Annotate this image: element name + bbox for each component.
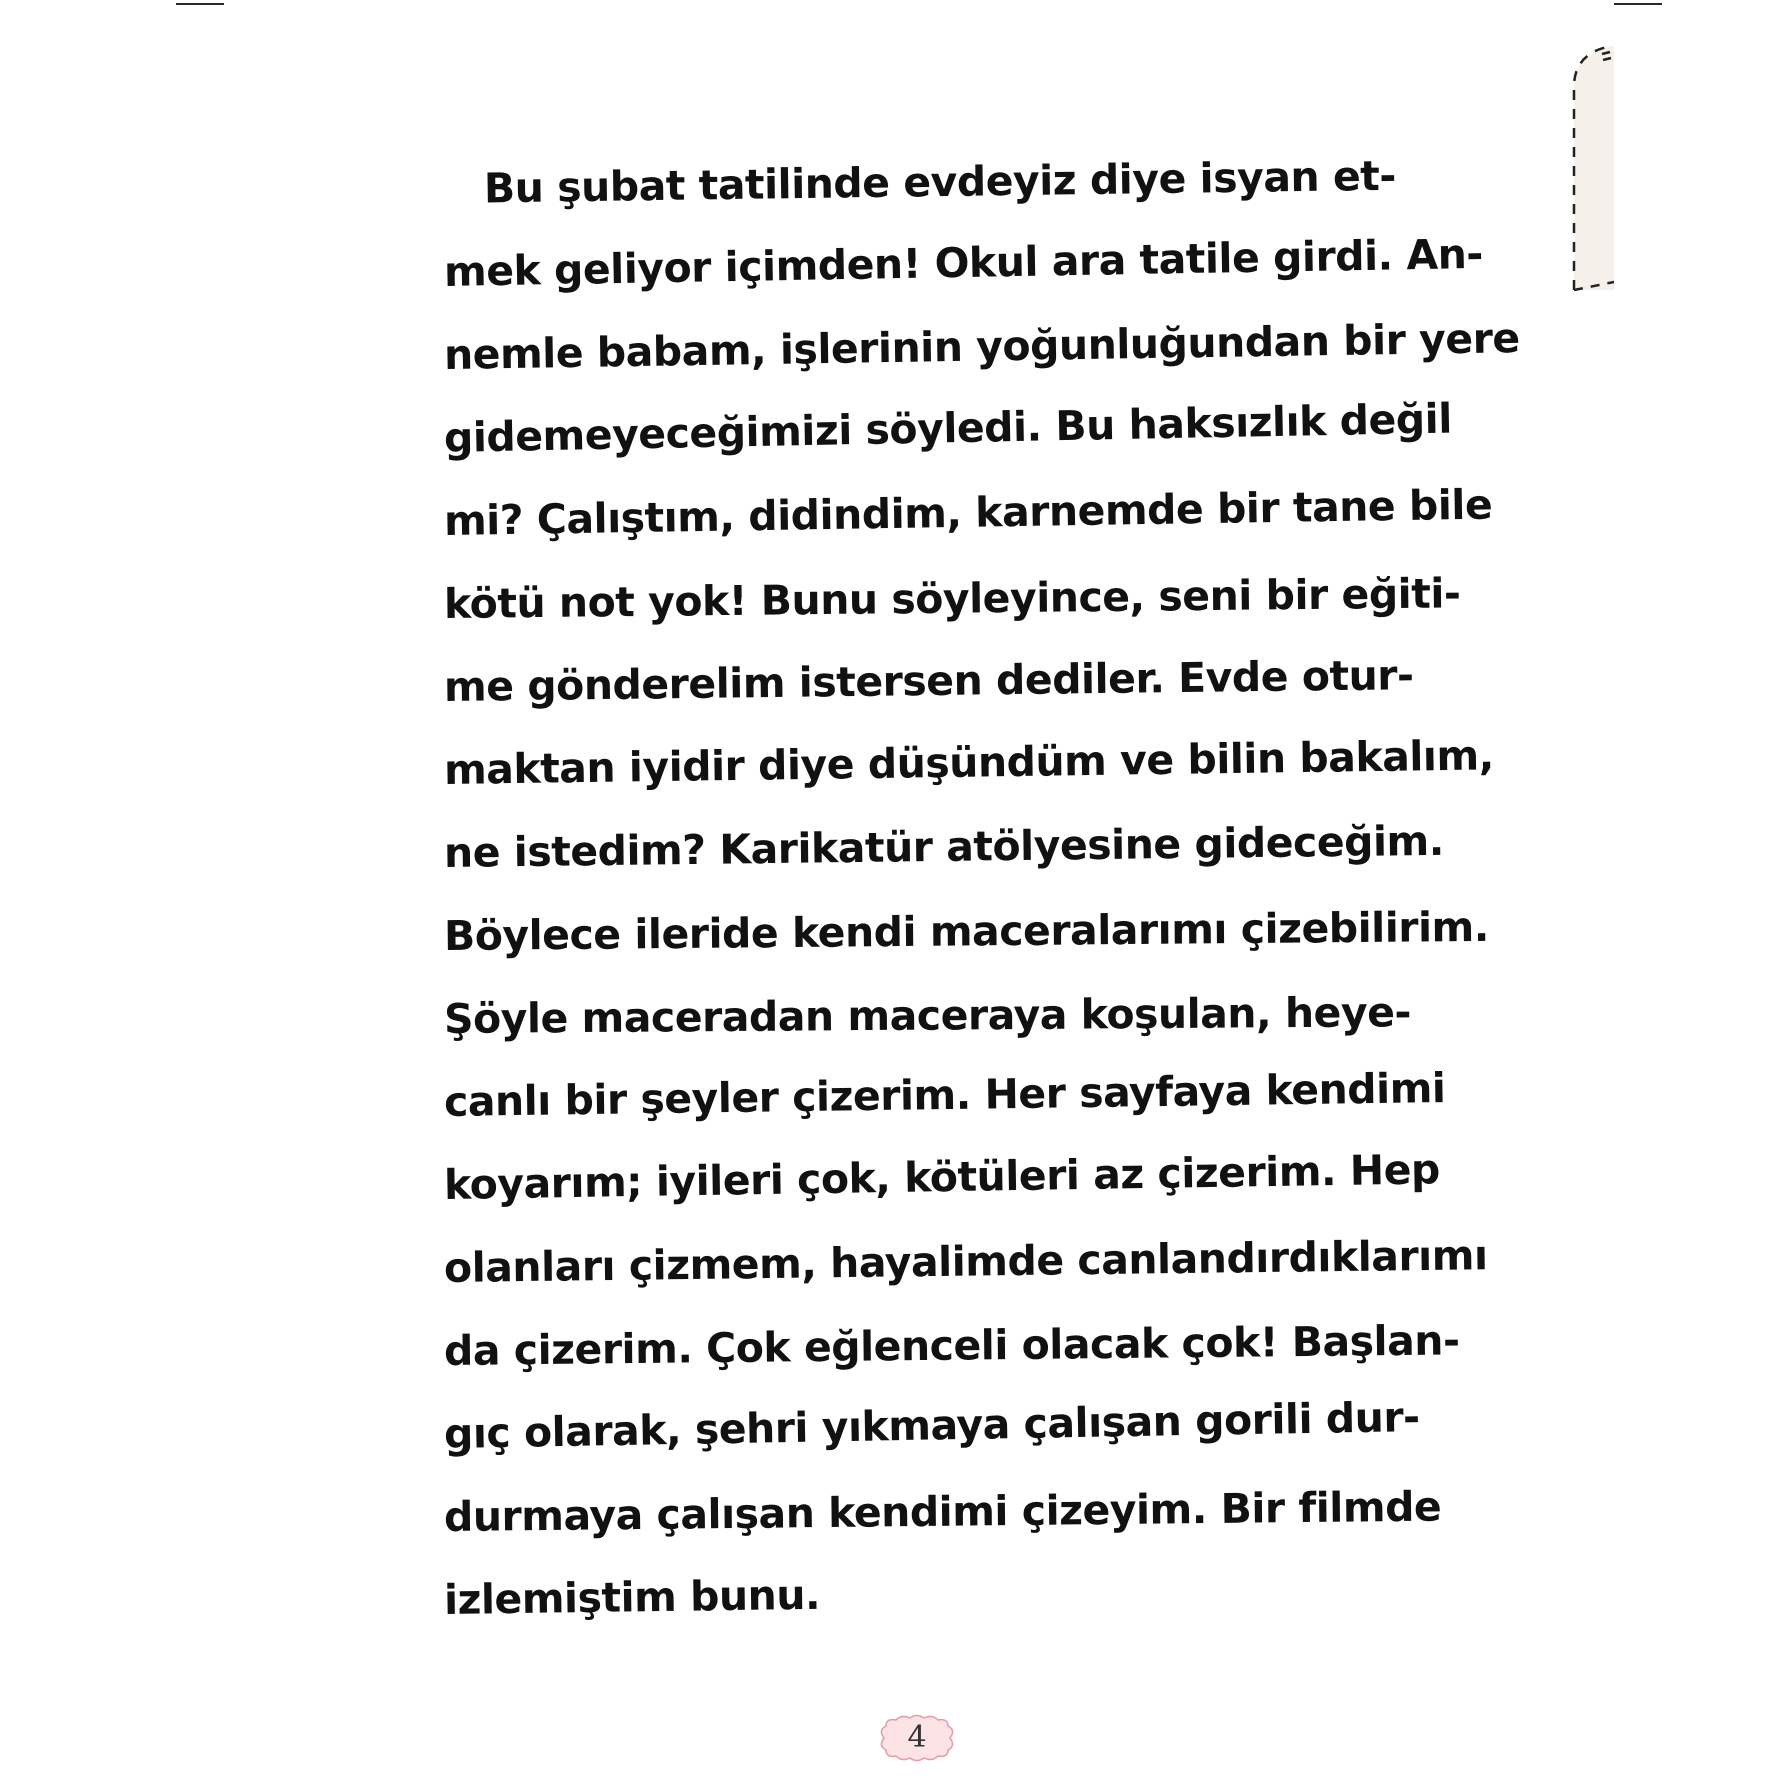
story-line: kötü not yok! Bunu söyleyince, seni bir eğiti- bbox=[443, 569, 1461, 628]
story-line: mi? Çalıştım, didindim, karnemde bir tane bile bbox=[443, 480, 1493, 545]
story-line: Böylece ileride kendi maceralarımı çizebilirim. bbox=[443, 902, 1490, 960]
story-line: ne istedim? Karikatür atölyesine gideceğim. bbox=[443, 816, 1445, 877]
page-number-badge bbox=[876, 1714, 958, 1762]
story-line: da çizerim. Çok eğlenceli olacak çok! Başlan- bbox=[443, 1316, 1460, 1375]
story-line: olanları çizmem, hayalimde canlandırdıklarımı bbox=[443, 1231, 1488, 1292]
story-line: gidemeyeceğimizi söyledi. Bu haksızlık değil bbox=[443, 394, 1453, 462]
story-line: maktan iyidir diye düşündüm ve bilin bakalım, bbox=[443, 731, 1495, 794]
page-number: 4 bbox=[907, 1720, 927, 1755]
crop-mark-right bbox=[1614, 3, 1662, 5]
story-line: Bu şubat tatilinde evdeyiz diye isyan et- bbox=[483, 151, 1397, 213]
page-edge-tab bbox=[1572, 44, 1614, 300]
story-line: koyarım; iyileri çok, kötüleri az çizerim. Hep bbox=[443, 1145, 1441, 1209]
story-line: durmaya çalışan kendimi çizeyim. Bir filmde bbox=[443, 1482, 1442, 1541]
dashed-tab-outline-icon bbox=[1572, 44, 1614, 300]
story-line: izlemiştim bunu. bbox=[443, 1570, 821, 1624]
story-line: gıç olarak, şehri yıkmaya çalışan gorili dur- bbox=[443, 1392, 1420, 1458]
story-line: Şöyle maceradan maceraya koşulan, heye- bbox=[443, 988, 1412, 1043]
story-line: mek geliyor içimden! Okul ara tatile girdi. An- bbox=[443, 229, 1484, 296]
story-line: me gönderelim istersen dediler. Evde otur- bbox=[443, 651, 1414, 711]
crop-mark-left bbox=[176, 3, 224, 5]
story-line: canlı bir şeyler çizerim. Her sayfaya kendimi bbox=[443, 1064, 1446, 1126]
story-line: nemle babam, işlerinin yoğunluğundan bir yere bbox=[443, 314, 1521, 379]
story-text bbox=[443, 148, 1521, 1642]
